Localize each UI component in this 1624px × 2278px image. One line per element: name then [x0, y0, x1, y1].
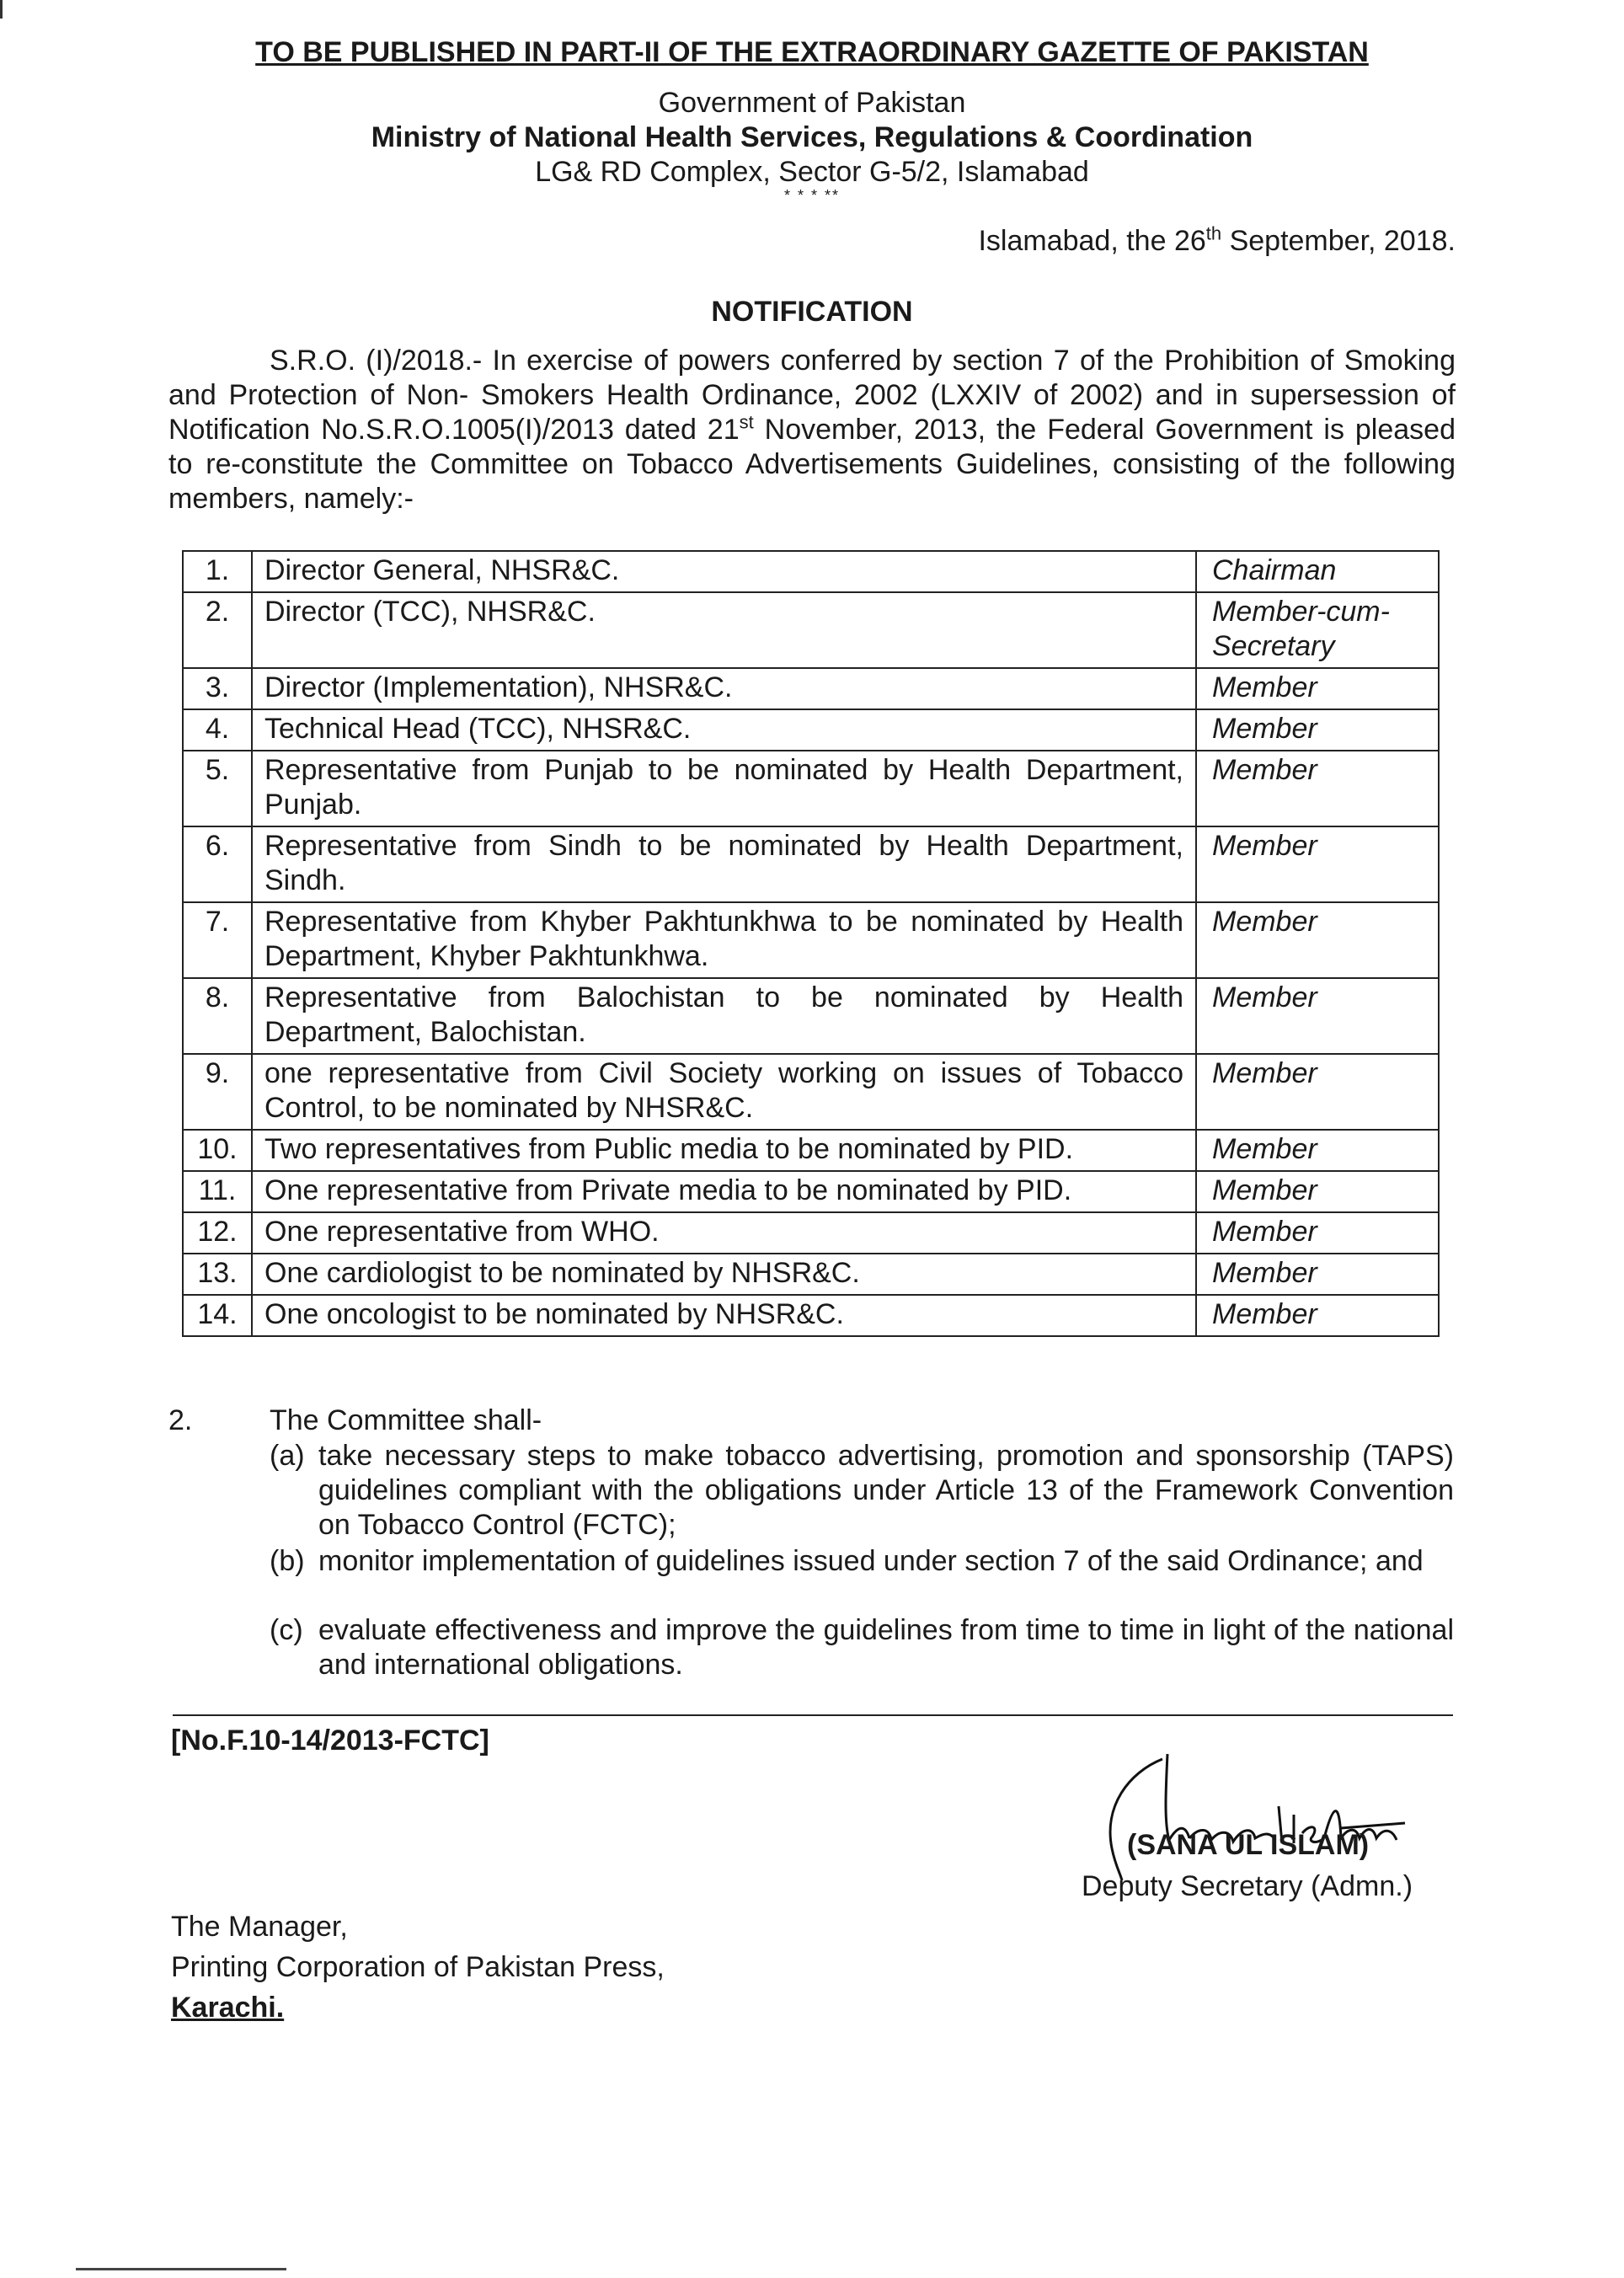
member-row: [183, 1212, 1439, 1254]
member-number: 12.: [183, 1212, 252, 1254]
stars-divider: * * * **: [783, 187, 841, 204]
section2-item-text: evaluate effectiveness and improve the guidelines from time to time in light of the national and international obligations.: [318, 1614, 1454, 1681]
section2-number: 2.: [168, 1404, 193, 1436]
member-number: 8.: [183, 978, 252, 1054]
section2-item-label: (c): [270, 1614, 303, 1646]
intro-paragraph: [168, 344, 1456, 516]
member-row: [183, 551, 1439, 592]
member-description: One oncologist to be nominated by NHSR&C.: [252, 1295, 1196, 1336]
member-role: Member: [1196, 826, 1439, 902]
ministry-line: Ministry of National Health Services, Regulations & Coordination: [371, 121, 1253, 153]
member-description: One representative from WHO.: [252, 1212, 1196, 1254]
member-role: Member: [1196, 1295, 1439, 1336]
member-role: Chairman: [1196, 551, 1439, 592]
date-suffix: September, 2018.: [1221, 225, 1456, 257]
scan-bottom-mark: [76, 2268, 286, 2270]
member-role: Member: [1196, 978, 1439, 1054]
member-role: Member: [1196, 668, 1439, 709]
member-row: [183, 1054, 1439, 1130]
member-number: 3.: [183, 668, 252, 709]
member-description: Two representatives from Public media to be nominated by PID.: [252, 1130, 1196, 1171]
intro-part2: November, 2013, the Federal Government is pleased to re-constitute the Committee on Tobacco Advertisements Guidelines, consisting of the following members, namely:-: [168, 414, 1456, 515]
member-description: Representative from Balochistan to be nominated by Health Department, Balochistan.: [252, 978, 1196, 1054]
member-description: Representative from Khyber Pakhtunkhwa to be nominated by Health Department, Khyber Pakhtunkhwa.: [252, 902, 1196, 978]
member-role: Member: [1196, 751, 1439, 826]
member-row: [183, 1254, 1439, 1295]
section2-lead: The Committee shall-: [270, 1404, 542, 1436]
member-role: Member: [1196, 1212, 1439, 1254]
member-row: [183, 709, 1439, 751]
intro-sup: st: [739, 411, 754, 433]
recipient-line1: The Manager,: [171, 1911, 348, 1943]
member-role: Member: [1196, 1130, 1439, 1171]
date-sup: th: [1205, 222, 1222, 244]
scan-edge-mark: [0, 0, 3, 19]
member-row: [183, 1171, 1439, 1212]
section2-item-text: take necessary steps to make tobacco advertising, promotion and sponsorship (TAPS) guidelines compliant with the obligations under Article 13 of the Framework Convention on Tobacco Control (FCTC);: [318, 1440, 1454, 1541]
member-row: [183, 826, 1439, 902]
notification-title: NOTIFICATION: [711, 296, 913, 328]
member-number: 6.: [183, 826, 252, 902]
date-prefix: Islamabad, the 26: [978, 225, 1206, 257]
member-number: 1.: [183, 551, 252, 592]
government-line: Government of Pakistan: [658, 87, 966, 119]
member-role: Member-cum-Secretary: [1196, 592, 1439, 668]
member-description: Director (TCC), NHSR&C.: [252, 592, 1196, 668]
section2-item-text: monitor implementation of guidelines issued under section 7 of the said Ordinance; and: [318, 1545, 1424, 1577]
section-divider: [173, 1714, 1453, 1716]
member-number: 11.: [183, 1171, 252, 1212]
member-role: Member: [1196, 1054, 1439, 1130]
member-role: Member: [1196, 902, 1439, 978]
gazette-line: TO BE PUBLISHED IN PART-II OF THE EXTRAORDINARY GAZETTE OF PAKISTAN: [255, 36, 1369, 68]
member-role: Member: [1196, 1171, 1439, 1212]
section2-item-label: (b): [270, 1545, 305, 1577]
member-row: [183, 668, 1439, 709]
member-number: 7.: [183, 902, 252, 978]
member-description: Representative from Punjab to be nominated by Health Department, Punjab.: [252, 751, 1196, 826]
member-description: Director (Implementation), NHSR&C.: [252, 668, 1196, 709]
member-description: Representative from Sindh to be nominated by Health Department, Sindh.: [252, 826, 1196, 902]
member-number: 5.: [183, 751, 252, 826]
member-description: one representative from Civil Society working on issues of Tobacco Control, to be nominated by NHSR&C.: [252, 1054, 1196, 1130]
member-role: Member: [1196, 709, 1439, 751]
address-line: LG& RD Complex, Sector G-5/2, Islamabad: [535, 156, 1089, 188]
file-number: [No.F.10-14/2013-FCTC]: [171, 1725, 489, 1757]
signatory-designation: Deputy Secretary (Admn.): [1082, 1870, 1413, 1902]
recipient-line3: Karachi.: [171, 1992, 285, 2024]
member-row: [183, 902, 1439, 978]
member-number: 4.: [183, 709, 252, 751]
members-table-body: [183, 551, 1439, 1336]
recipient-block: [171, 1906, 665, 2028]
member-number: 2.: [183, 592, 252, 668]
section2-item-label: (a): [270, 1440, 305, 1472]
member-description: One representative from Private media to be nominated by PID.: [252, 1171, 1196, 1212]
member-number: 9.: [183, 1054, 252, 1130]
members-table: [182, 550, 1440, 1337]
member-number: 14.: [183, 1295, 252, 1336]
member-row: [183, 978, 1439, 1054]
member-number: 13.: [183, 1254, 252, 1295]
member-row: [183, 592, 1439, 668]
signatory-name: (SANA UL ISLAM): [1127, 1829, 1370, 1861]
intro-part1: S.R.O. (I)/2018.- In exercise of powers conferred by section 7 of the Prohibition of Smoking and Protection of Non- Smokers Health Ordinance, 2002 (LXXIV of 2002) and in supersession of Notification No.S.R.O.1005(I)/2013 dated 21: [168, 345, 1456, 446]
member-description: Technical Head (TCC), NHSR&C.: [252, 709, 1196, 751]
member-row: [183, 1130, 1439, 1171]
member-number: 10.: [183, 1130, 252, 1171]
member-description: Director General, NHSR&C.: [252, 551, 1196, 592]
date-line: [978, 221, 1456, 261]
member-description: One cardiologist to be nominated by NHSR&C.: [252, 1254, 1196, 1295]
member-row: [183, 751, 1439, 826]
recipient-line2: Printing Corporation of Pakistan Press,: [171, 1951, 665, 1983]
member-row: [183, 1295, 1439, 1336]
member-role: Member: [1196, 1254, 1439, 1295]
